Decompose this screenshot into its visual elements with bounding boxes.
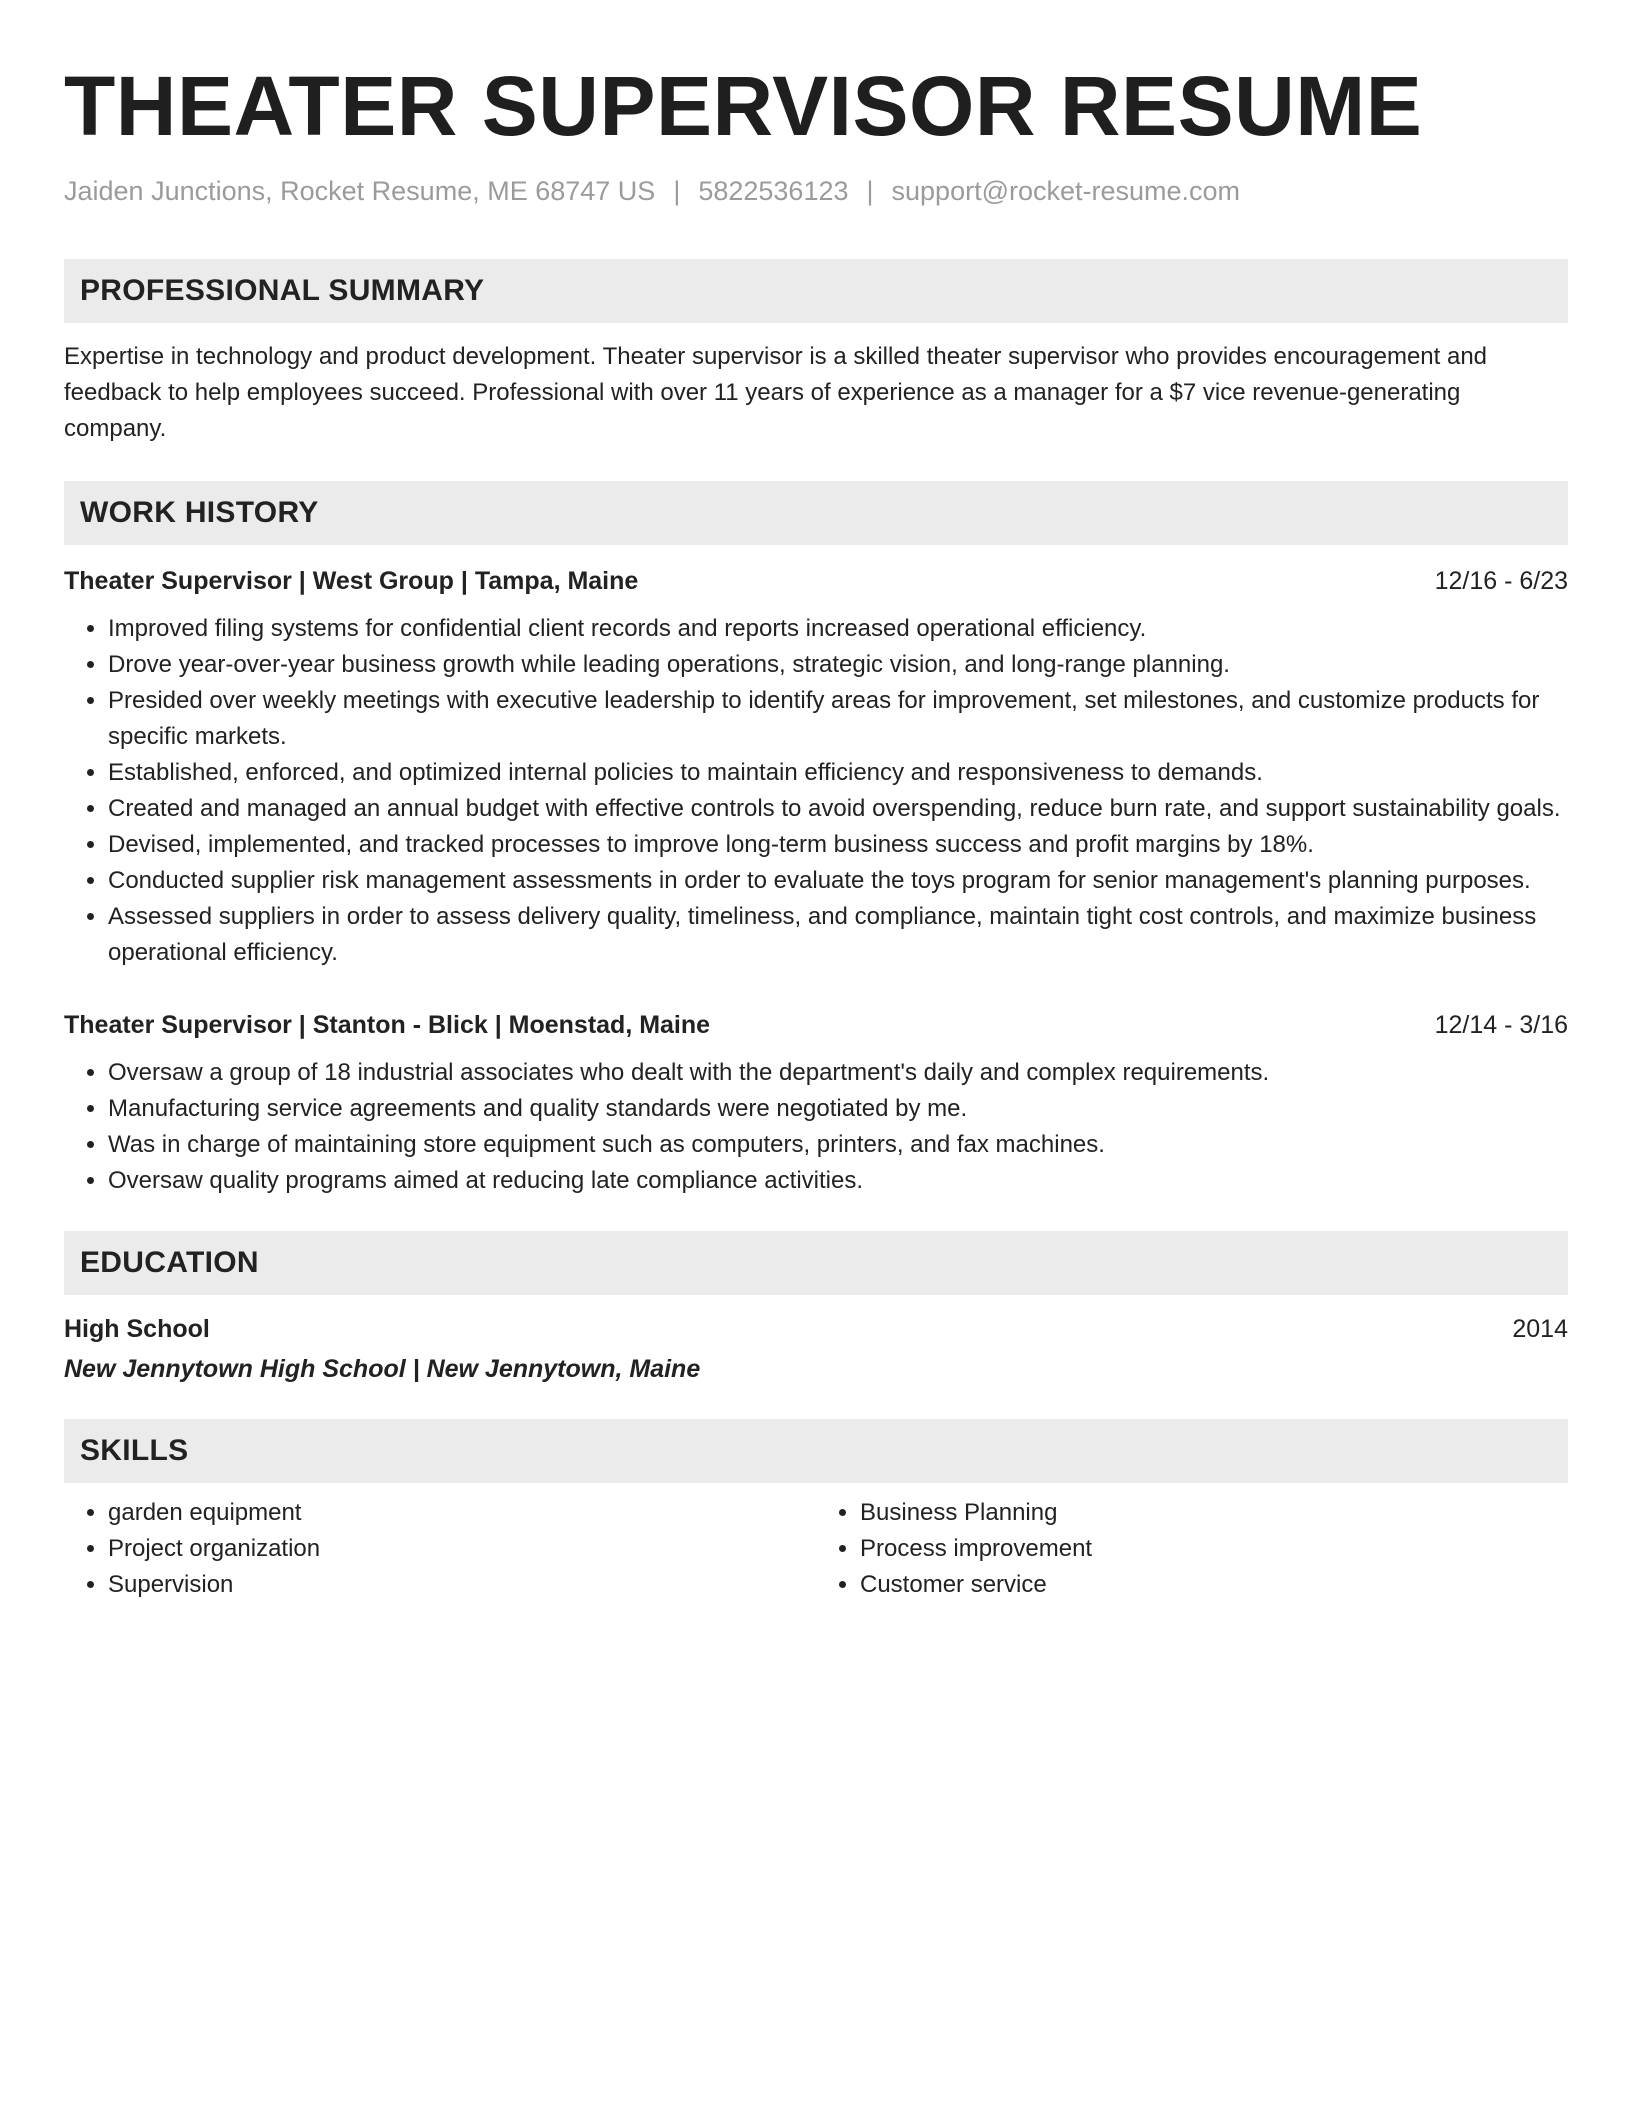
contact-separator: |: [673, 176, 681, 206]
job-bullet: • Was in charge of maintaining store equipment such as computers, printers, and fax machines.: [108, 1127, 1568, 1163]
job-bullet: • Assessed suppliers in order to assess delivery quality, timeliness, and compliance, maintain tight cost controls, and maximize business operational efficiency.: [108, 899, 1568, 971]
job-bullet: • Created and managed an annual budget with effective controls to avoid overspending, reduce burn rate, and support sustainability goals.: [108, 791, 1568, 827]
job-bullet: • Manufacturing service agreements and quality standards were negotiated by me.: [108, 1091, 1568, 1127]
job-bullet: • Devised, implemented, and tracked processes to improve long-term business success and profit margins by 18%.: [108, 827, 1568, 863]
job-bullet: • Drove year-over-year business growth while leading operations, strategic vision, and long-range planning.: [108, 647, 1568, 683]
section-title: SKILLS: [80, 1434, 189, 1467]
job-dates: 12/14 - 3/16: [1434, 1011, 1568, 1039]
education-header: [64, 1311, 1568, 1347]
job-header: [64, 1007, 1568, 1043]
job-bullet: • Conducted supplier risk management assessments in order to evaluate the toys program for senior management's planning purposes.: [108, 863, 1568, 899]
education-degree: High School: [64, 1315, 210, 1343]
job-bullet: • Oversaw a group of 18 industrial associates who dealt with the department's daily and complex requirements.: [108, 1055, 1568, 1091]
skills-list: [64, 1495, 816, 1603]
skills-column-right: [816, 1495, 1568, 1603]
section-title: WORK HISTORY: [80, 496, 319, 529]
skill-item: • Project organization: [108, 1531, 816, 1567]
job-header: [64, 563, 1568, 599]
job-entry: [64, 1007, 1568, 1199]
job-title: Theater Supervisor | Stanton - Blick | Moenstad, Maine: [64, 1011, 711, 1039]
education-school: New Jennytown High School | New Jennytown, Maine: [64, 1355, 701, 1383]
skill-item: • Supervision: [108, 1567, 816, 1603]
skill-item: • Process improvement: [860, 1531, 1568, 1567]
education-year: 2014: [1512, 1315, 1568, 1343]
section-title: PROFESSIONAL SUMMARY: [80, 274, 485, 307]
section-header-summary: [64, 259, 1568, 323]
job-dates: 12/16 - 6/23: [1434, 567, 1568, 595]
contact-line: [64, 176, 1568, 207]
skill-item: • Business Planning: [860, 1495, 1568, 1531]
job-bullet: • Oversaw quality programs aimed at reducing late compliance activities.: [108, 1163, 1568, 1199]
resume-title: THEATER SUPERVISOR RESUME: [64, 59, 1423, 153]
section-title: EDUCATION: [80, 1246, 259, 1279]
skills-list: [816, 1495, 1568, 1603]
job-bullet: • Established, enforced, and optimized internal policies to maintain efficiency and responsiveness to demands.: [108, 755, 1568, 791]
skills-column-left: [64, 1495, 816, 1603]
job-bullets: [64, 611, 1568, 971]
section-header-education: [64, 1231, 1568, 1295]
contact-separator: |: [866, 176, 874, 206]
summary-text: Expertise in technology and product development. Theater supervisor is a skilled theater supervisor who provides encouragement and feedback to help employees succeed. Professional with over 11 years of experience as a manager for a $7 vice revenue-generating company.: [64, 343, 1488, 442]
job-entry: [64, 563, 1568, 971]
job-bullet: • Presided over weekly meetings with executive leadership to identify areas for improvement, set milestones, and customize products for specific markets.: [108, 683, 1568, 755]
contact-address: Jaiden Junctions, Rocket Resume, ME 68747 US: [64, 176, 656, 206]
skill-item: • garden equipment: [108, 1495, 816, 1531]
job-bullets: [64, 1055, 1568, 1199]
section-header-skills: [64, 1419, 1568, 1483]
skills-grid: [64, 1495, 1568, 1603]
job-bullet: • Improved filing systems for confidential client records and reports increased operational efficiency.: [108, 611, 1568, 647]
job-title: Theater Supervisor | West Group | Tampa, Maine: [64, 567, 639, 595]
contact-phone: 5822536123: [698, 176, 849, 206]
contact-email: support@rocket-resume.com: [891, 176, 1241, 206]
section-header-work-history: [64, 481, 1568, 545]
skill-item: • Customer service: [860, 1567, 1568, 1603]
